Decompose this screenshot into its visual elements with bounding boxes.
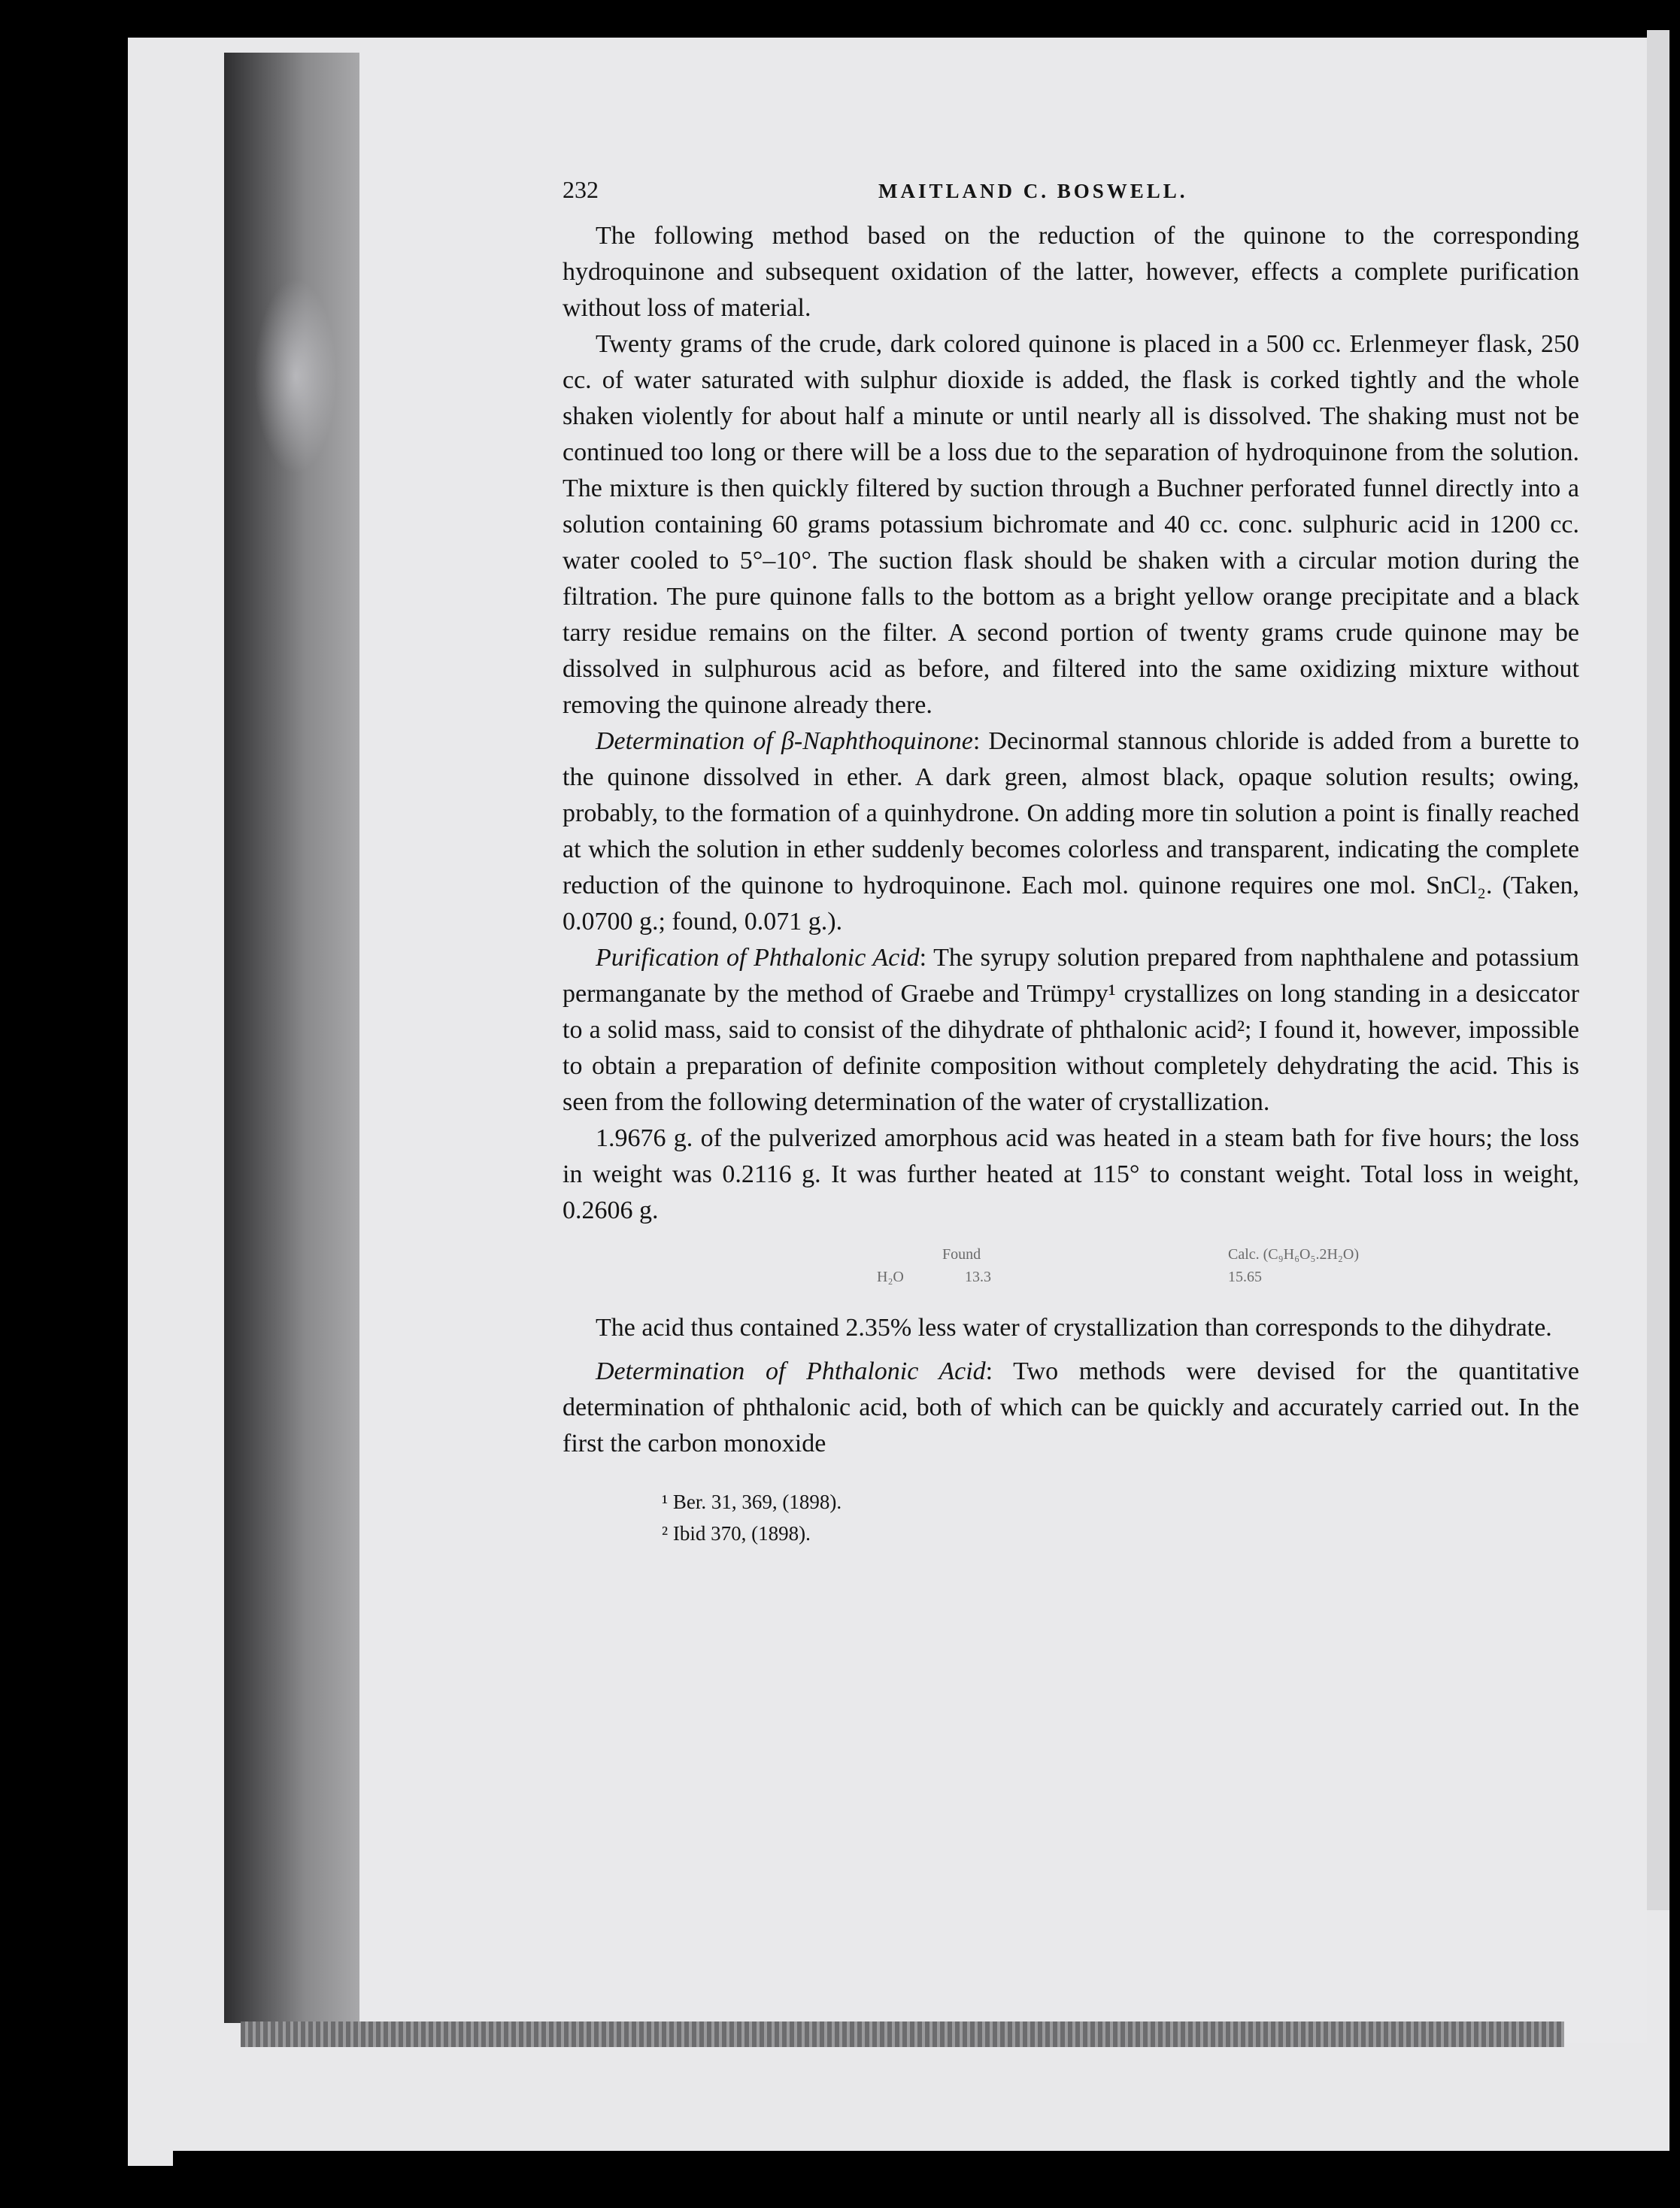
paragraph-4: The acid thus contained 2.35% less water of crystallization than corresponds to the dihydrate. — [596, 1314, 1552, 1342]
table-header-calc: Calc. (C₉H₆O₅.2H₂O) — [1228, 1246, 1359, 1263]
binding-shadow — [224, 53, 359, 2023]
running-head — [563, 171, 1579, 218]
section-title-naphthoquinone: Determination of β-Naphthoquinone — [596, 727, 973, 755]
section-title-determination: Determination of Phthalonic Acid — [596, 1357, 986, 1385]
table-calc-value: 15.65 — [1228, 1269, 1262, 1285]
text-area — [563, 171, 1579, 1856]
paragraph-2: Twenty grams of the crude, dark colored quinone is placed in a 500 cc. Erlenmeyer flask, 250 cc. of water saturated with sulphur dioxide is added, the flask is corked tightly and the whole shaken violently for about half a minute or until nearly all is dissolved. The shaking must not be continued too long or there will be a loss due to the separation of hydroquinone from the solution. The mixture is then quickly filtered by suction through a Buchner perforated funnel directly into a solution containing 60 grams potassium bichromate and 40 cc. conc. sulphuric acid in 1200 cc. water cooled to 5°–10°. The suction flask should be shaken with a circular motion during the filtration. The pure quinone falls to the bottom as a bright yellow orange precipitate and a black tarry residue remains on the filter. A second portion of twenty grams crude quinone may be dissolved in sulphurous acid as before, and filtered into the same oxidizing mixture without removing the quinone already there. — [563, 330, 1579, 719]
section-determination — [563, 1354, 1579, 1462]
scan-border-right — [1647, 30, 1669, 1910]
section-text-determination: : Two methods were devised for the quantitative determination of phthalonic acid, both of which can be quickly and accurately carried out. In the first the carbon monoxide — [563, 1357, 1579, 1457]
section-text-naphthoquinone: : Decinormal stannous chloride is added from a burette to the quinone dissolved in ether. A dark green, almost black, opaque solution results; owing, probably, to the formation of a quinhydrone. On adding more tin solution a point is finally reached at which the solution in ether suddenly becomes colorless and transparent, indicating the complete reduction of the quinone to hydroquinone. Each mol. quinone requires one mol. SnCl₂. (Taken, 0.0700 g.; found, 0.071 g.). — [563, 727, 1579, 936]
results-table — [563, 1229, 1579, 1310]
page-number: 232 — [563, 176, 599, 203]
footnote-1: ¹ Ber. 31, 369, (1898). — [662, 1491, 842, 1513]
section-title-purification: Purification of Phthalonic Acid — [596, 944, 920, 972]
paragraph-1: The following method based on the reduction of the quinone to the corresponding hydroquinone and subsequent oxidation of the latter, however, effects a complete purification without loss of material. — [563, 222, 1579, 322]
table-header-found: Found — [942, 1246, 981, 1263]
table-found-value: 13.3 — [965, 1269, 991, 1285]
table-row-label: H₂O — [877, 1269, 904, 1285]
running-title: MAITLAND C. BOSWELL. — [878, 180, 1188, 202]
footnote-2: ² Ibid 370, (1898). — [662, 1522, 811, 1545]
scan-bottom-margin — [173, 2151, 1680, 2208]
paragraph-3: 1.9676 g. of the pulverized amorphous acid was heated in a steam bath for five hours; the loss in weight was 0.2116 g. It was further heated at 115° to constant weight. Total loss in weight, 0.2606 g. — [563, 1124, 1579, 1224]
page-bottom-edge — [241, 2021, 1564, 2047]
section-naphthoquinone — [563, 723, 1579, 940]
section-text-purification: : The syrupy solution prepared from naphthalene and potassium permanganate by the method of Graebe and Trümpy¹ crystallizes on long standing in a desiccator to a solid mass, said to consist of the dihydrate of phthalonic acid²; I found it, however, impossible to obtain a preparation of definite composition without completely dehydrating the acid. This is seen from the following determination of the water of crystallization. — [563, 944, 1579, 1116]
section-purification — [563, 940, 1579, 1121]
footnotes — [662, 1486, 1579, 1549]
